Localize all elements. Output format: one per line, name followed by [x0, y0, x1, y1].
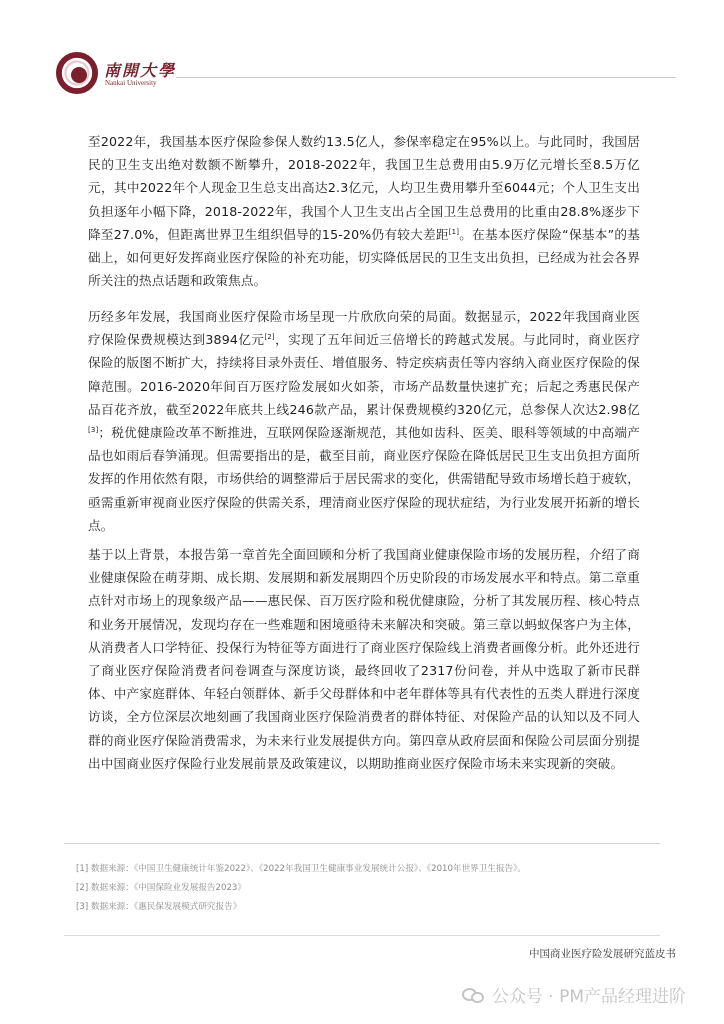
university-name: 南開大學	[104, 61, 177, 80]
footnote-1: [1] 数据来源：《中国卫生健康统计年鉴2022》、《2022年我国卫生健康事业发展统计公报》、《2010年世界卫生报告》。	[76, 864, 527, 874]
page-header	[56, 52, 676, 98]
university-seal-logo	[56, 52, 98, 94]
footnote-ref-2: [2]	[264, 333, 275, 342]
university-name-en: Nankai University	[105, 79, 157, 87]
footnote-2: [2] 数据来源：《中国保险业发展报告2023》	[76, 883, 246, 894]
paragraph-2-text-a: 历经多年发展，我国商业医疗保险市场呈现一片欣欣向荣的局面。数据显示，2022年我国商业医疗保险保费规模达到3894亿元	[88, 309, 640, 348]
paragraph-2	[88, 305, 640, 537]
footnote-divider	[64, 843, 660, 844]
paragraph-1-text-a: 至2022年，我国基本医疗保险参保人数约13.5亿人，参保率稳定在95%以上。与此同时，我国居民的卫生支出绝对数额不断攀升，2018-2022年，我国卫生总费用由5.9万亿元增长至8.5万亿元，其中2022年个人现金卫生总支出高达2.3亿元，人均卫生费用攀升至6044元；个人卫生支出负担逐年小幅下降，2018-2022年，我国个人卫生支出占全国卫生总费用的比重由28.8%逐步下降至27.0%，但距离世界卫生组织倡导的15-20%仍有较大差距	[88, 134, 640, 242]
wechat-icon	[462, 986, 486, 1004]
header-divider	[176, 77, 676, 78]
paragraph-2-text-c: ；税优健康险改革不断推进，互联网保险逐渐规范，其他如齿科、医美、眼科等领域的中高端产品也如雨后春笋涌现。但需要指出的是，截至目前，商业医疗保险在降低居民卫生支出负担方面所发挥的作用依然有限，市场供给的调整滞后于居民需求的变化，供需错配导致市场增长趋于疲软，亟需重新审视商业医疗保险的供需关系，理清商业医疗保险的现状症结，为行业发展开拓新的增长点。	[88, 425, 640, 533]
footnote-3: [3] 数据来源：《惠民保发展模式研究报告》	[76, 902, 242, 913]
footnote-ref-3: [3]	[88, 425, 99, 434]
footer-divider	[64, 935, 660, 936]
paragraph-3	[88, 543, 640, 775]
paragraph-2-text-b: ，实现了五年间近三倍增长的跨越式发展。与此同时，商业医疗保险的版图不断扩大，持续将目录外责任、增值服务、特定疾病责任等内容纳入商业医疗保险的保障范围。2016-2020年间百万医疗险发展如火如荼，市场产品数量快速扩充；后起之秀惠民保产品百花齐放，截至2022年底共上线246款产品，累计保费规模约320亿元，总参保人次达2.98亿	[88, 332, 640, 417]
paragraph-1-text-b: 。在基本医疗保险“保基本”的基础上，如何更好发挥商业医疗保险的补充功能，切实降低居民的卫生支出负担，已经成为社会各界所关注的热点话题和政策焦点。	[88, 226, 640, 289]
paragraph-1	[88, 130, 640, 292]
watermark-text: 公众号 · PM产品经理进阶	[491, 987, 686, 1007]
footnote-ref-1: [1]	[448, 227, 460, 236]
watermark	[462, 982, 686, 1007]
paragraph-3-text: 基于以上背景，本报告第一章首先全面回顾和分析了我国商业健康保险市场的发展历程，介绍了商业健康保险在萌芽期、成长期、发展期和新发展期四个历史阶段的市场发展水平和特点。第二章重点针对市场上的现象级产品——惠民保、百万医疗险和税优健康险，分析了其发展历程、核心特点和业务开展情况，发现均存在一些难题和困境亟待未来解决和突破。第三章以蚂蚁保客户为主体，从消费者人口学特征、投保行为特征等方面进行了商业医疗保险线上消费者画像分析。此外还进行了商业医疗保险消费者问卷调查与深度访谈，最终回收了2317份问卷，并从中选取了新市民群体、中产家庭群体、年轻白领群体、新手父母群体和中老年群体等具有代表性的五类人群进行深度访谈，全方位深层次地刻画了我国商业医疗保险消费者的群体特征、对保险产品的认知以及不同人群的商业医疗保险消费需求，为未来行业发展提供方向。第四章从政府层面和保险公司层面分别提出中国商业医疗保险行业发展前景及政策建议，以期助推商业医疗保险市场未来实现新的突破。	[88, 547, 640, 771]
footer-title: 中国商业医疗险发展研究蓝皮书	[529, 948, 676, 960]
footnotes	[76, 860, 656, 918]
